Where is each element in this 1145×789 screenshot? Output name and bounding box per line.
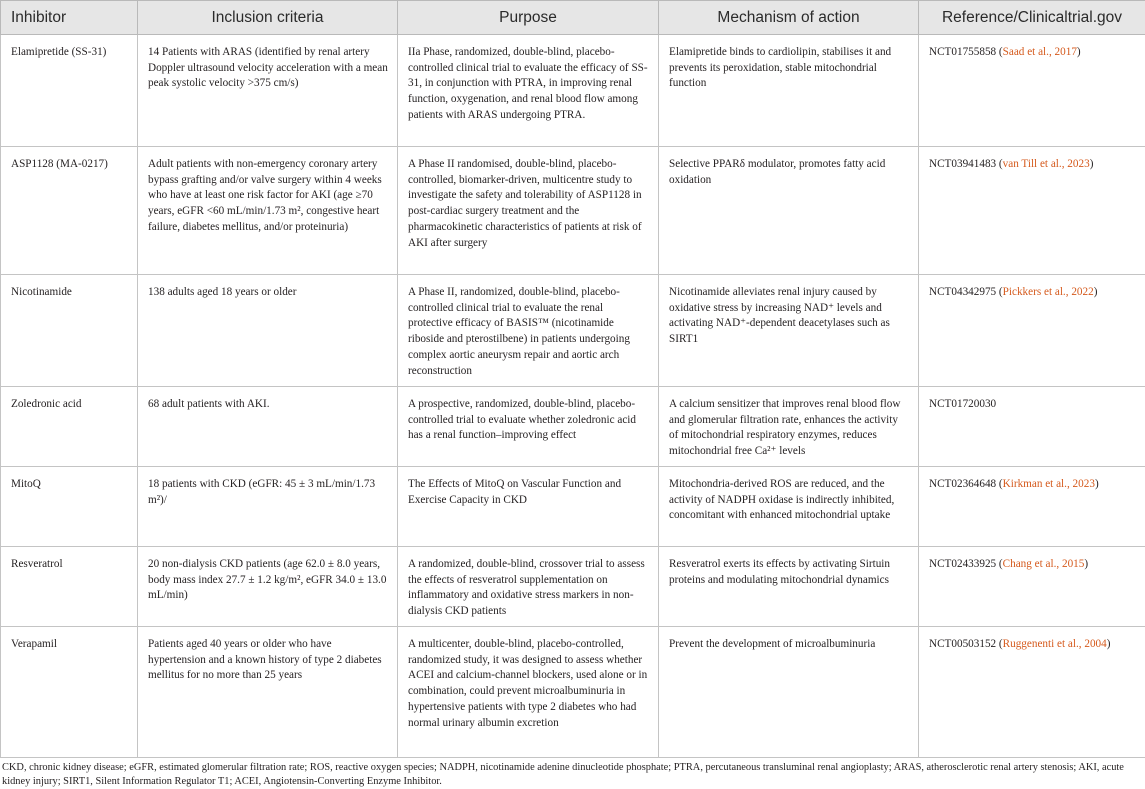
header-reference: Reference/Clinicaltrial.gov bbox=[919, 1, 1145, 35]
reference-close: ) bbox=[1090, 158, 1094, 170]
table-row bbox=[1, 467, 1145, 547]
citation-link[interactable]: Pickkers et al., 2022 bbox=[1003, 286, 1094, 298]
header-inhibitor: Inhibitor bbox=[1, 1, 138, 35]
cell-inhibitor: MitoQ bbox=[1, 467, 138, 547]
header-inclusion-criteria: Inclusion criteria bbox=[138, 1, 398, 35]
cell-inhibitor: Resveratrol bbox=[1, 547, 138, 627]
table-row bbox=[1, 147, 1145, 275]
header-row bbox=[1, 1, 1145, 35]
cell-reference bbox=[919, 275, 1145, 387]
table-footnote: CKD, chronic kidney disease; eGFR, estimated glomerular filtration rate; ROS, reactive oxygen species; NADPH, nicotinamide adenine dinucleotide phosphate; PTRA, percutaneous transluminal renal angioplasty; ARAS, atherosclerotic renal artery stenosis; AKI, acute kidney injury; SIRT1, Silent Information Regulator T1; ACEI, Angiotensin-Converting Enzyme Inhibitor. bbox=[0, 758, 1145, 789]
cell-mechanism: Nicotinamide alleviates renal injury caused by oxidative stress by increasing NAD⁺ levels and activating NAD⁺-dependent deacetylases such as SIRT1 bbox=[659, 275, 919, 387]
reference-id: NCT03941483 ( bbox=[929, 158, 1003, 170]
citation-link[interactable]: Chang et al., 2015 bbox=[1003, 558, 1085, 570]
citation-link[interactable]: Kirkman et al., 2023 bbox=[1003, 478, 1095, 490]
reference-close: ) bbox=[1084, 558, 1088, 570]
cell-reference bbox=[919, 467, 1145, 547]
reference-id: NCT00503152 ( bbox=[929, 638, 1003, 650]
cell-criteria: 20 non-dialysis CKD patients (age 62.0 ± 8.0 years, body mass index 27.7 ± 1.2 kg/m², eGFR 34.0 ± 13.0 mL/min) bbox=[138, 547, 398, 627]
reference-id: NCT01720030 bbox=[929, 398, 996, 410]
table-header bbox=[1, 1, 1145, 35]
reference-close: ) bbox=[1094, 286, 1098, 298]
table-row bbox=[1, 35, 1145, 147]
cell-purpose: A multicenter, double-blind, placebo-controlled, randomized study, it was designed to assess whether ACEI and calcium-channel blockers, used alone or in combination, could prevent microalbuminuria in hypertensive patients with type 2 diabetes who had normal urinary albumin excretion bbox=[398, 627, 659, 758]
cell-mechanism: Selective PPARδ modulator, promotes fatty acid oxidation bbox=[659, 147, 919, 275]
cell-mechanism: Prevent the development of microalbuminuria bbox=[659, 627, 919, 758]
cell-purpose: A Phase II randomised, double-blind, placebo-controlled, biomarker-driven, multicentre study to investigate the safety and tolerability of ASP1128 in post-cardiac surgery treatment and the pharmacokinetic characteristics of patients at risk of AKI after surgery bbox=[398, 147, 659, 275]
cell-criteria: Patients aged 40 years or older who have hypertension and a known history of type 2 diabetes mellitus for no more than 25 years bbox=[138, 627, 398, 758]
cell-criteria: Adult patients with non-emergency coronary artery bypass grafting and/or valve surgery within 4 weeks who have at least one risk factor for AKI (age ≥70 years, eGFR <60 mL/min/1.73 m², congestive heart failure, diabetes mellitus, and/or proteinuria) bbox=[138, 147, 398, 275]
table-row bbox=[1, 275, 1145, 387]
citation-link[interactable]: Ruggenenti et al., 2004 bbox=[1003, 638, 1107, 650]
cell-reference bbox=[919, 627, 1145, 758]
cell-inhibitor: Elamipretide (SS-31) bbox=[1, 35, 138, 147]
table-row bbox=[1, 547, 1145, 627]
cell-reference bbox=[919, 547, 1145, 627]
reference-id: NCT01755858 ( bbox=[929, 46, 1003, 58]
cell-reference bbox=[919, 147, 1145, 275]
cell-inhibitor: Nicotinamide bbox=[1, 275, 138, 387]
cell-mechanism: A calcium sensitizer that improves renal blood flow and glomerular filtration rate, enhances the activity of mitochondrial respiratory enzymes, reduces mitochondrial free Ca²⁺ levels bbox=[659, 387, 919, 467]
table-row bbox=[1, 387, 1145, 467]
cell-purpose: IIa Phase, randomized, double-blind, placebo-controlled clinical trial to evaluate the efficacy of SS-31, in conjunction with PTRA, in improving renal function, oxygenation, and renal blood flow among patients with ARAS undergoing PTRA. bbox=[398, 35, 659, 147]
cell-purpose: A prospective, randomized, double-blind, placebo-controlled trial to evaluate whether zoledronic acid has a renal function–improving effect bbox=[398, 387, 659, 467]
cell-criteria: 18 patients with CKD (eGFR: 45 ± 3 mL/min/1.73 m²)/ bbox=[138, 467, 398, 547]
table-body bbox=[1, 35, 1145, 758]
cell-inhibitor: Zoledronic acid bbox=[1, 387, 138, 467]
cell-mechanism: Mitochondria-derived ROS are reduced, and the activity of NADPH oxidase is indirectly inhibited, concomitant with enhanced mitochondrial uptake bbox=[659, 467, 919, 547]
cell-reference bbox=[919, 387, 1145, 467]
cell-mechanism: Elamipretide binds to cardiolipin, stabilises it and prevents its peroxidation, stable mitochondrial function bbox=[659, 35, 919, 147]
reference-id: NCT04342975 ( bbox=[929, 286, 1003, 298]
header-mechanism: Mechanism of action bbox=[659, 1, 919, 35]
reference-close: ) bbox=[1095, 478, 1099, 490]
header-purpose: Purpose bbox=[398, 1, 659, 35]
reference-close: ) bbox=[1077, 46, 1081, 58]
cell-mechanism: Resveratrol exerts its effects by activating Sirtuin proteins and modulating mitochondrial dynamics bbox=[659, 547, 919, 627]
reference-id: NCT02433925 ( bbox=[929, 558, 1003, 570]
cell-inhibitor: ASP1128 (MA-0217) bbox=[1, 147, 138, 275]
cell-criteria: 138 adults aged 18 years or older bbox=[138, 275, 398, 387]
reference-close: ) bbox=[1107, 638, 1111, 650]
cell-criteria: 68 adult patients with AKI. bbox=[138, 387, 398, 467]
cell-purpose: A randomized, double-blind, crossover trial to assess the effects of resveratrol supplementation on inflammatory and oxidative stress markers in non-dialysis CKD patients bbox=[398, 547, 659, 627]
cell-purpose: A Phase II, randomized, double-blind, placebo-controlled clinical trial to evaluate the renal protective efficacy of BASIS™ (nicotinamide riboside and pterostilbene) in patients undergoing complex aortic aneurysm repair and aortic arch reconstruction bbox=[398, 275, 659, 387]
reference-id: NCT02364648 ( bbox=[929, 478, 1003, 490]
cell-reference bbox=[919, 35, 1145, 147]
table-row bbox=[1, 627, 1145, 758]
cell-purpose: The Effects of MitoQ on Vascular Function and Exercise Capacity in CKD bbox=[398, 467, 659, 547]
citation-link[interactable]: Saad et al., 2017 bbox=[1003, 46, 1077, 58]
cell-criteria: 14 Patients with ARAS (identified by renal artery Doppler ultrasound velocity acceleration with a mean peak systolic velocity >375 cm/s) bbox=[138, 35, 398, 147]
cell-inhibitor: Verapamil bbox=[1, 627, 138, 758]
citation-link[interactable]: van Till et al., 2023 bbox=[1003, 158, 1090, 170]
